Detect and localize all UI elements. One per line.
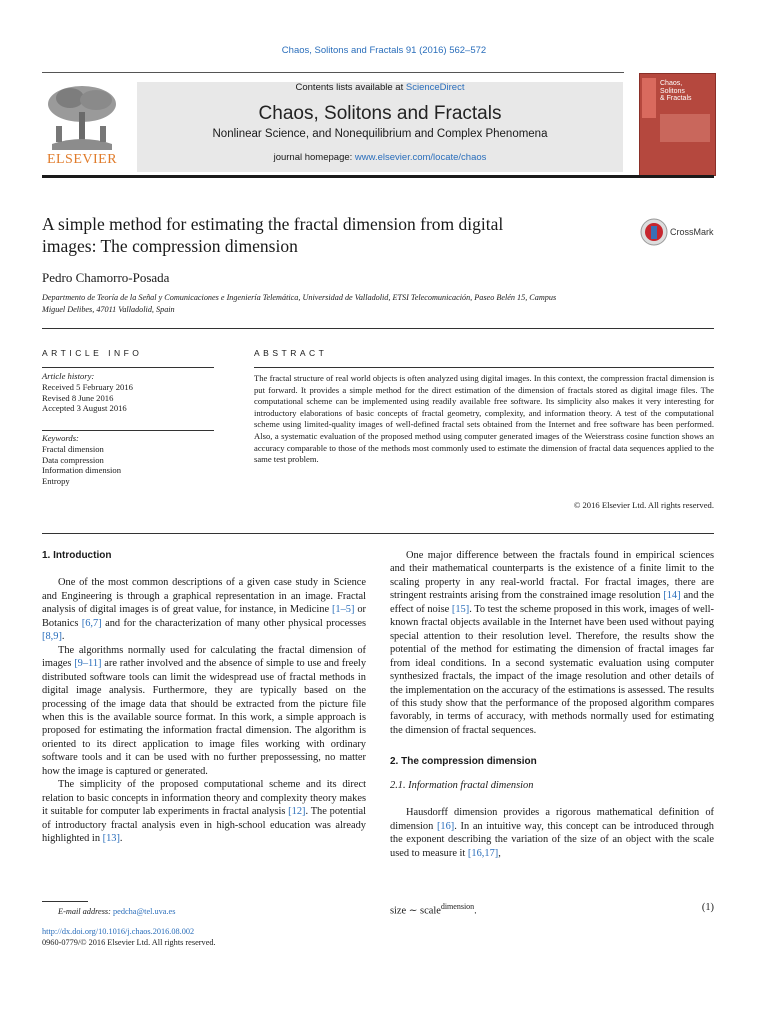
crossmark-badge[interactable] xyxy=(640,218,720,248)
citation-link[interactable]: [6,7] xyxy=(81,617,102,629)
journal-homepage-link[interactable]: www.elsevier.com/locate/chaos xyxy=(354,152,487,163)
citation-link[interactable]: [8,9] xyxy=(42,631,62,643)
divider-rule-2 xyxy=(42,533,714,534)
footnote-rule xyxy=(42,901,88,902)
email-link[interactable]: pedcha@tel.uva.es xyxy=(113,907,176,916)
keyword: Information dimension xyxy=(42,465,122,476)
equation-1: size ∼ scale$^{dimension}$. (1) xyxy=(390,902,714,917)
divider-rule xyxy=(42,328,714,329)
sciencedirect-link[interactable]: ScienceDirect xyxy=(405,82,465,93)
citation-link[interactable]: [12] xyxy=(288,806,306,818)
doi-link[interactable]: http://dx.doi.org/10.1016/j.chaos.2016.08.002 xyxy=(42,927,195,936)
keyword: Fractal dimension xyxy=(42,443,104,454)
keywords xyxy=(42,433,214,487)
journal-title: Chaos, Solitons and Fractals xyxy=(258,103,502,124)
paragraph: Hausdorff dimension provides a rigorous mathematical definition of dimension [16]. In an intuitive way, this concept can be introduced through the exponent describing the variation of the size of an object with the scale used to measure it [16,17], xyxy=(390,807,714,859)
citation-link[interactable]: [15] xyxy=(451,603,470,615)
received-date: Received 5 February 2016 xyxy=(42,381,133,392)
paragraph: The simplicity of the proposed computational scheme and its direct relation to basic concepts in information theory and complexity theory makes it suitable for computer lab experiments in fractal analysis [12]. The potential of introductory fractal analysis even in high-school education was already highlighted in [13]. xyxy=(42,779,366,845)
abstract-heading: ABSTRACT xyxy=(254,348,328,358)
paragraph: The algorithms normally used for calculating the fractal dimension of images [9–11] are rather involved and the absence of simple to use and freely distributed software tools can limit the widespread use of fractal methods in digital image analysis. Furthermore, they are typically based on the processing of the image data that should be extracted from the picture file when this is the available source format. In this work, a simple approach is proposed for estimating the information fractal dimension. The algorithm is oriented to its direct application to image files working with ordinary software tools and it can be used with no further prepossessing, no matter how the image is captured or generated. xyxy=(42,644,367,777)
journal-homepage: journal homepage: www.elsevier.com/locate/chaos xyxy=(273,152,487,163)
section-heading-introduction: 1. Introduction xyxy=(42,550,112,561)
left-column xyxy=(42,549,366,846)
citation-link[interactable]: [16] xyxy=(436,820,455,832)
history-heading: Article history: xyxy=(42,371,95,381)
section-heading-compression-dimension: 2. The compression dimension xyxy=(390,756,537,768)
citation-link[interactable]: [1–5] xyxy=(331,604,355,616)
crossmark-icon xyxy=(640,218,668,246)
journal-cover-thumbnail[interactable] xyxy=(639,73,716,176)
citation-link[interactable]: [14] xyxy=(663,590,681,602)
abstract-text: The fractal structure of real world objects is often analyzed using digital images. In this context, the compression fractal dimension is put forward. It provides a simple method for the direct estimation of the dimension of fractals stored as digital image files. The computational scheme can be implemented using readily available free software. Its simplicity also makes it very interesting for introductory elaborations of basic concepts of fractal geometry, complexity, and information theory. A test of the computational scheme using limited-quality images of well-defined fractal sets obtained from the Internet and free software has been performed. Also, a systematic evaluation of the proposed method using computer generated images of the Weierstrass cosine function shows an accuracy comparable to those of the methods most commonly used to estimate the dimension of fractal data sequences applied to the same test problem. xyxy=(254,373,714,465)
header-rule-bottom xyxy=(42,175,714,178)
article-info-heading: ARTICLE INFO xyxy=(42,348,143,358)
issn-line: 0960-0779/© 2016 Elsevier Ltd. All rights reserved. xyxy=(42,938,216,947)
subsection-heading: 2.1. Information fractal dimension xyxy=(390,779,534,791)
article-history xyxy=(42,371,214,414)
paragraph: One major difference between the fractals found in empirical sciences and their mathematical counterparts is the existence of a finite limit to the scaling property in any real-world fractal. For fractal images, there are stringent restraints arising from the constrained image resolution [14] and the effect of noise [15]. To test the scheme proposed in this work, images of well-known fractal objects available in the Internet have been used without paying special attention to their resolution level. Therefore, the results show the potential of the method for estimating the dimension of fractal images far from ideal conditions. In a second systematic evaluation using computer synthesized fractals, the impact of the image resolution and other details of the implementation on the accuracy of the estimations is assessed. The results of this study show that the performance of the proposed algorithm compares favorably, in terms of accuracy, with methods normally used for estimating the dimension of fractal sequences. xyxy=(390,550,715,736)
citation-link[interactable]: [16,17] xyxy=(467,847,499,859)
equation-number: (1) xyxy=(701,902,714,913)
citation-link[interactable]: [13] xyxy=(102,833,120,845)
right-column xyxy=(390,549,714,860)
email-footnote: E-mail address: pedcha@tel.uva.es xyxy=(58,907,176,916)
accepted-date: Accepted 3 August 2016 xyxy=(42,403,127,414)
header-rule-top xyxy=(42,72,624,73)
cover-title: Chaos, Solitons & Fractals xyxy=(660,80,692,102)
citation-link[interactable]: [9–11] xyxy=(74,658,102,670)
article-info-rule xyxy=(42,367,214,368)
journal-subtitle: Nonlinear Science, and Nonequilibrium and Complex Phenomena xyxy=(212,128,548,140)
keywords-heading: Keywords: xyxy=(42,433,79,443)
journal-reference[interactable]: Chaos, Solitons and Fractals 91 (2016) 562–572 xyxy=(281,45,487,56)
crossmark-label: CrossMark xyxy=(670,227,714,237)
keyword: Entropy xyxy=(42,476,70,487)
cover-stripe xyxy=(642,78,656,118)
affiliation: Departmento de Teoría de la Señal y Comunicaciones e Ingeniería Telemática, Universidad de Valladolid, ETSI Telecomunicación, Paseo Belén 15, Campus Miguel Delibes, 47011 Valladolid, Spain xyxy=(42,293,557,314)
keywords-rule xyxy=(42,430,214,431)
paragraph: One of the most common descriptions of a given case study in Science and Engineering is through a graphical representation in an image. Fractal analysis of digital images is of great value, for instance, in Medicine [1–5] or Botanics [6,7] and for the characterization of many other physical processes [8,9]. xyxy=(42,577,366,643)
abstract-rule xyxy=(254,367,714,368)
copyright-line: © 2016 Elsevier Ltd. All rights reserved. xyxy=(573,500,714,510)
revised-date: Revised 8 June 2016 xyxy=(42,392,114,403)
article-title: A simple method for estimating the fractal dimension from digital images: The compression dimension xyxy=(42,214,504,256)
cover-text-block xyxy=(660,114,710,142)
elsevier-wordmark: ELSEVIER xyxy=(46,152,118,167)
keyword: Data compression xyxy=(42,454,104,465)
contents-line: Contents lists available at ScienceDirect xyxy=(295,82,465,93)
elsevier-logo xyxy=(42,82,122,170)
author-name: Pedro Chamorro-Posada xyxy=(42,270,170,285)
